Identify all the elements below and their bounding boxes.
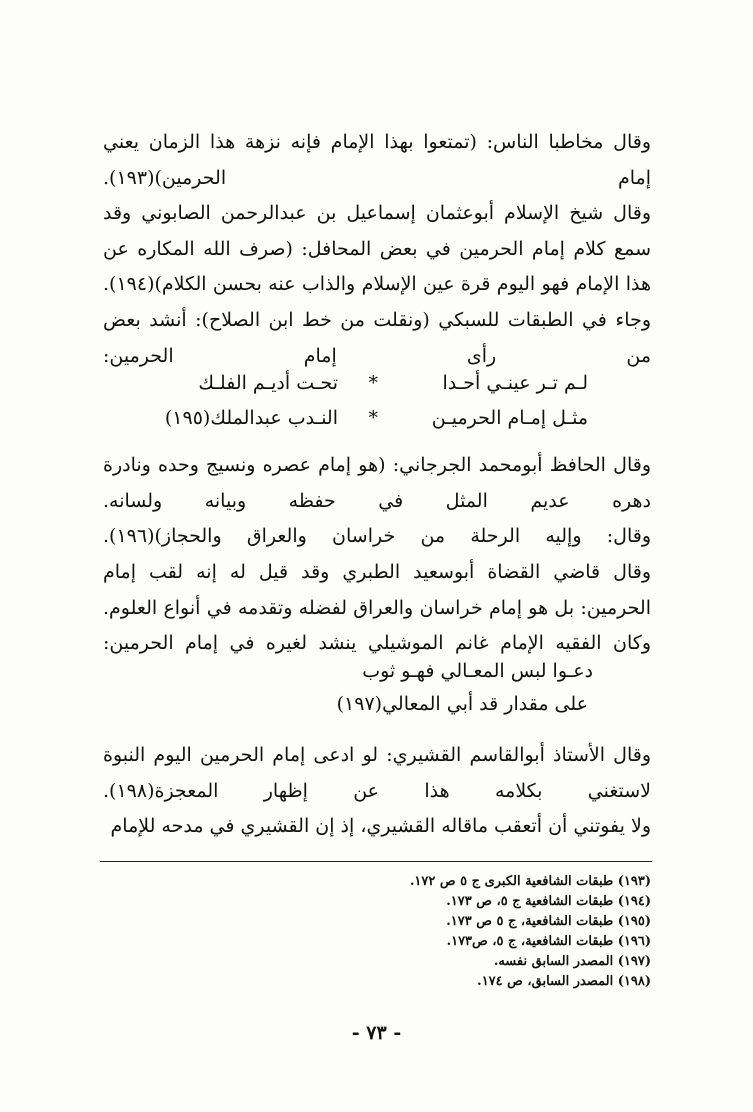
poem-line-1: دعـوا لبس المعـالي فهـو ثوب bbox=[362, 660, 593, 682]
verse-hemistich-second: النـدب عبدالملك(١٩٥) bbox=[164, 407, 338, 429]
verse-hemistich-first: لـم تـر عينـي أحـدا bbox=[442, 372, 588, 394]
footnote: (١٩٥) طبقات الشافعية، ج ٥ ص ١٧٣. bbox=[446, 914, 651, 929]
footnote: (١٩٦) طبقات الشافعية، ج ٥، ص١٧٣. bbox=[446, 934, 651, 949]
paragraph-5: وقال: وإليه الرحلة من خراسان والعراق والحجاز)(١٩٦). bbox=[103, 525, 651, 547]
verse-line-1 bbox=[158, 372, 588, 402]
poem-line-2: على مقدار قد أبي المعالي(١٩٧) bbox=[336, 693, 588, 715]
footnote: (١٩٧) المصدر السابق نفسه. bbox=[493, 954, 651, 969]
footnote: (١٩٤) طبقات الشافعية ج ٥، ص ١٧٣. bbox=[446, 894, 651, 909]
paragraph-2: وقال شيخ الإسلام أبوعثمان إسماعيل بن عبدالرحمن الصابوني وقد سمع كلام إمام الحرمين في بعض المحافل: (صرف الله المكاره عن هذا الإمام فهو اليوم قرة عين الإسلام والذاب عنه بحسن الكلام)(١٩٤). bbox=[103, 202, 652, 295]
verse-separator-star: * bbox=[368, 372, 378, 394]
verse-hemistich-second: تحـت أديـم الفلـك bbox=[198, 372, 338, 394]
footnote: (١٩٨) المصدر السابق، ص ١٧٤. bbox=[477, 974, 651, 989]
page-number: - ٧٣ - bbox=[351, 1022, 402, 1044]
verse-line-2 bbox=[158, 407, 588, 437]
footnote-separator bbox=[100, 861, 652, 862]
paragraph-1: وقال مخاطبا الناس: (تمتعوا بهذا الإمام فإنه نزهة هذا الزمان يعني إمام الحرمين)(١٩٣). bbox=[103, 131, 651, 189]
footnote: (١٩٣) طبقات الشافعية الكبرى ج ٥ ص ١٧٢. bbox=[409, 874, 651, 889]
verse-hemistich-first: مثـل إمـام الحرميـن bbox=[431, 407, 588, 429]
paragraph-8: ولا يفوتني أن أتعقب ماقاله القشيري، إذ إن القشيري في مدحه للإمام bbox=[110, 815, 651, 837]
verse-separator-star: * bbox=[368, 407, 378, 429]
paragraph-7: وقال الأستاذ أبوالقاسم القشيري: لو ادعى إمام الحرمين اليوم النبوة لاستغني بكلامه هذا عن إظهار المعجزة(١٩٨). bbox=[103, 744, 651, 802]
paragraph-3: وجاء في الطبقات للسبكي (ونقلت من خط ابن الصلاح): أنشد بعض من رأى إمام الحرمين: bbox=[103, 309, 651, 367]
paragraph-4: وقال الحافظ أبومحمد الجرجاني: (هو إمام عصره ونسيج وحده ونادرة دهره عديم المثل في حفظه وبيانه ولسانه. bbox=[103, 454, 651, 512]
paragraph-6: وقال قاضي القضاة أبوسعيد الطبري وقد قيل له إنه لقب إمام الحرمين: بل هو إمام خراسان والعراق لفضله وتقدمه في أنواع العلوم. وكان الفقيه الإمام غانم الموشيلي ينشد لغيره في إمام الحرمين: bbox=[103, 561, 651, 654]
